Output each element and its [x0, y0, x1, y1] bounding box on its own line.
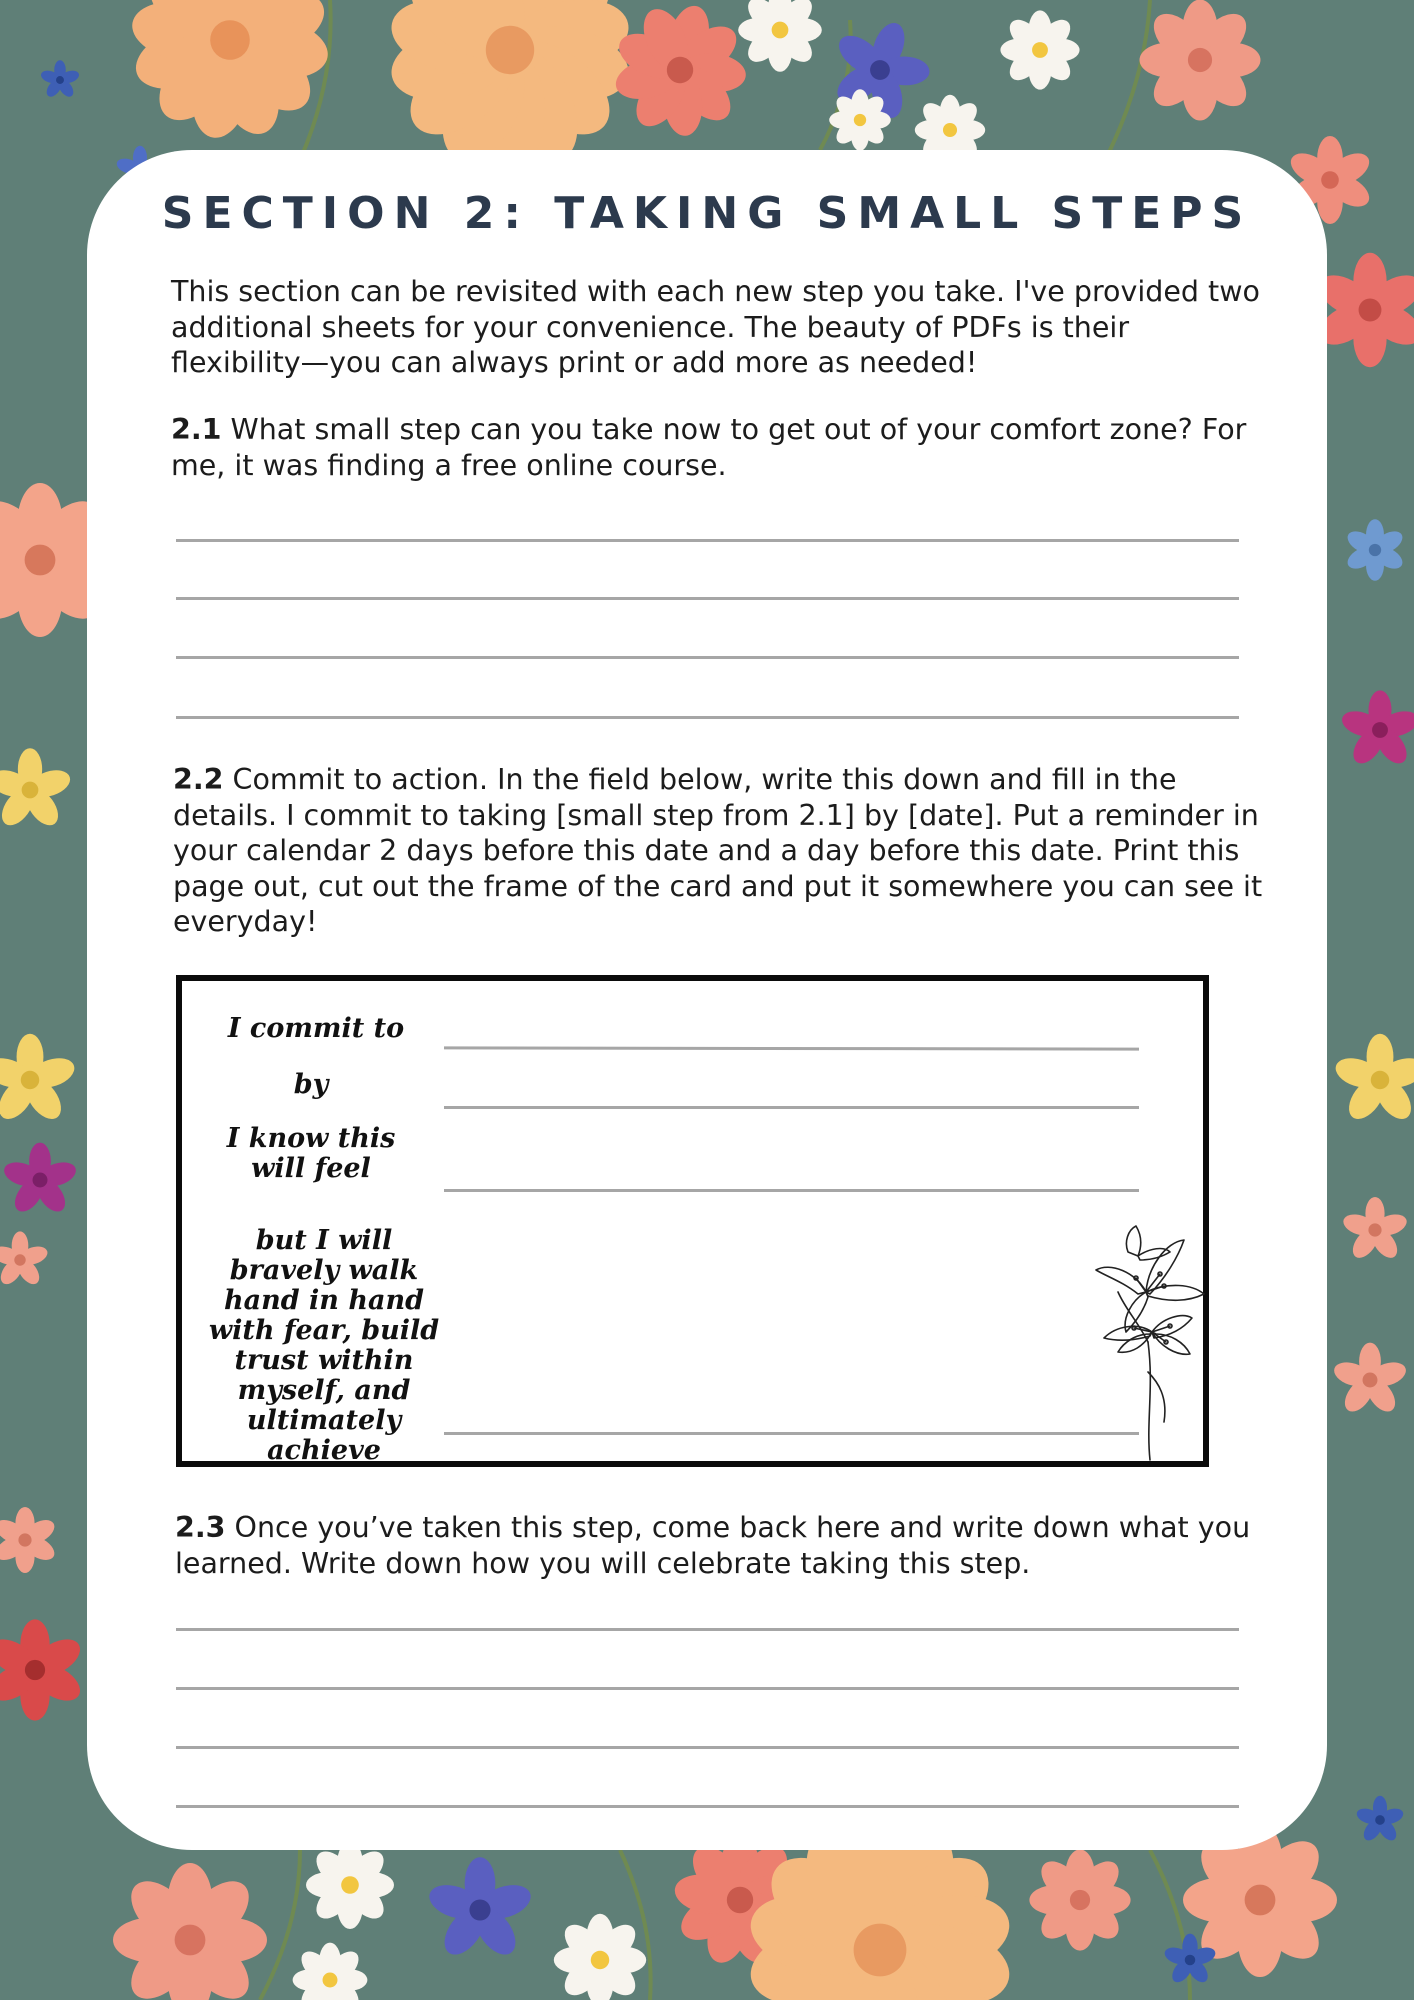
commit-to-label: I commit to — [227, 1013, 405, 1044]
question-2-3 — [175, 1510, 1265, 1581]
bravely-label: but I will bravely walk hand in hand with fear, build trust within myself, and ultimately achieve — [208, 1225, 440, 1466]
question-2-3-number: 2.3 — [175, 1511, 226, 1544]
answer-line-2-1-1[interactable] — [176, 539, 1239, 542]
achieve-line[interactable] — [444, 1432, 1139, 1435]
by-label: by — [293, 1069, 329, 1100]
question-2-1 — [171, 412, 1261, 483]
feel-label: I know this will feel — [226, 1123, 396, 1184]
answer-line-2-1-2[interactable] — [176, 597, 1239, 600]
question-2-1-text: What small step can you take now to get out of your comfort zone? For me, it was finding a free online course. — [171, 413, 1247, 482]
answer-line-2-1-4[interactable] — [176, 716, 1239, 719]
intro-paragraph: This section can be revisited with each new step you take. I've provided two additional sheets for your convenience. The beauty of PDFs is their flexibility—you can always print or add more as needed! — [171, 275, 1260, 379]
answer-line-2-3-1[interactable] — [176, 1628, 1239, 1631]
lily-flower-sketch — [1088, 1222, 1206, 1462]
answer-line-2-3-3[interactable] — [176, 1746, 1239, 1749]
answer-line-2-3-2[interactable] — [176, 1687, 1239, 1690]
question-2-2-number: 2.2 — [173, 763, 224, 796]
answer-line-2-1-3[interactable] — [176, 656, 1239, 659]
by-date-line[interactable] — [444, 1106, 1139, 1109]
question-2-1-number: 2.1 — [171, 413, 222, 446]
question-2-2-text: Commit to action. In the field below, write this down and fill in the details. I commit to taking [small step from 2.1] by [date]. Put a reminder in your calendar 2 days before this date and a day before this date. Print this page out, cut out the frame of the card and put it somewhere you can see it everyday! — [173, 763, 1263, 938]
page-title: SECTION 2: TAKING SMALL STEPS — [161, 188, 1253, 239]
answer-line-2-3-4[interactable] — [176, 1805, 1239, 1808]
feel-line[interactable] — [444, 1189, 1139, 1192]
question-2-3-text: Once you’ve taken this step, come back here and write down what you learned. Write down how you will celebrate taking this step. — [175, 1511, 1251, 1580]
question-2-2 — [173, 762, 1263, 940]
